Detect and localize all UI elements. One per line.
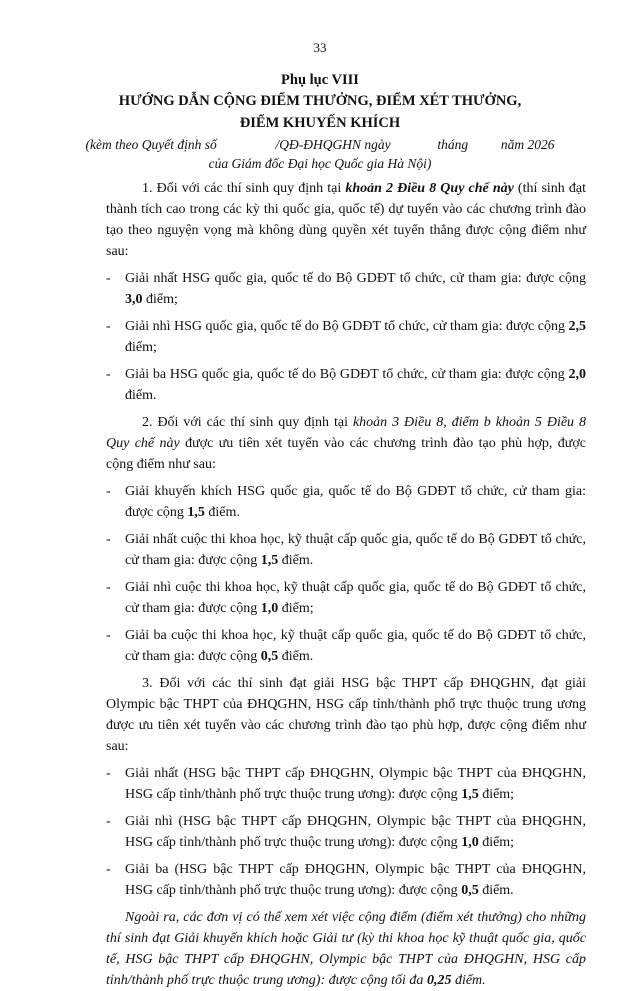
section-2-intro: 2. Đối với các thí sinh quy định tại khoản 3 Điều 8, điểm b khoản 5 Điều 8 Quy chế này được ưu tiên xét tuyển vào các chương trình đào tạo phù hợp, được cộng điểm như sau: [106,415,587,472]
list-item: - Giải nhất (HSG bậc THPT cấp ĐHQGHN, Olympic bậc THPT của ĐHQGHN, HSG cấp tỉnh/thành phố trực thuộc trung ương): được cộng 1,5 điểm; [106,763,586,805]
appendix-title: Phụ lục VIII [281,72,359,88]
list-item: - Giải ba HSG quốc gia, quốc tế do Bộ GDĐT tổ chức, cử tham gia: được cộng 2,0 điểm. [106,364,586,406]
list-dash: - [106,628,111,643]
list-dash: - [106,766,111,781]
section-1-intro: 1. Đối với các thí sinh quy định tại khoản 2 Điều 8 Quy chế này (thí sinh đạt thành tích cao trong các kỳ thi quốc gia, quốc tế) dự tuyển vào các chương trình đào tạo theo nguyện vọng mà không dùng quyền xét tuyển thẳng được cộng điểm như sau: [106,181,587,259]
bonus-points: 0,25 [426,973,452,988]
bonus-points: 2,0 [568,367,586,382]
list-dash: - [106,367,111,382]
bonus-points: 3,0 [125,292,143,307]
section-3-intro: 3. Đối với các thí sinh đạt giải HSG bậc THPT cấp ĐHQGHN, đạt giải Olympic bậc THPT của ĐHQGHN, HSG cấp tỉnh/thành phố trực thuộc trung ương được ưu tiên xét tuyển vào các chương trình đào tạo phù hợp, được cộng điểm như sau: [106,676,586,754]
bonus-points: 1,0 [461,835,479,850]
list-dash: - [106,532,111,547]
bonus-points: 1,5 [461,787,479,802]
page-number: 33 [313,40,327,55]
bonus-points: 2,5 [568,319,586,334]
list-dash: - [106,319,111,334]
bonus-points: 1,5 [187,505,205,520]
list-item: - Giải nhì cuộc thi khoa học, kỹ thuật cấp quốc gia, quốc tế do Bộ GDĐT tổ chức, cử tham gia: được cộng 1,0 điểm; [106,577,586,619]
bonus-points: 1,0 [260,601,279,616]
list-dash: - [106,814,111,829]
list-dash: - [106,580,111,595]
section-1-reference: khoản 2 Điều 8 Quy chế này [345,181,514,196]
section-2-reference: khoản 3 Điều 8, điểm b khoản 5 Điều 8 Quy chế này [106,415,586,451]
bonus-points: 0,5 [461,883,479,898]
document-heading-line2: ĐIỂM KHUYẾN KHÍCH [239,115,401,131]
list-item: - Giải nhất HSG quốc gia, quốc tế do Bộ GDĐT tổ chức, cử tham gia: được cộng 3,0 điểm; [106,268,586,310]
subtitle-line2: của Giám đốc Đại học Quốc gia Hà Nội) [208,156,432,171]
subtitle-decision: (kèm theo Quyết định số [85,137,217,152]
subtitle-line1 [0,137,640,153]
list-item: - Giải nhất cuộc thi khoa học, kỹ thuật cấp quốc gia, quốc tế do Bộ GDĐT tổ chức, cử tham gia: được cộng 1,5 điểm. [106,529,586,571]
bonus-points: 0,5 [260,649,279,664]
subtitle-month: tháng [437,137,469,152]
list-dash: - [106,271,111,286]
list-item: - Giải ba cuộc thi khoa học, kỹ thuật cấp quốc gia, quốc tế do Bộ GDĐT tổ chức, cử tham gia: được cộng 0,5 điểm. [106,625,586,667]
list-dash: - [106,484,111,499]
subtitle-decision-code: /QĐ-ĐHQGHN ngày [275,137,391,152]
subtitle-year: năm 2026 [500,137,555,152]
list-item: - Giải nhì HSG quốc gia, quốc tế do Bộ GDĐT tổ chức, cử tham gia: được cộng 2,5 điểm; [106,316,586,358]
closing-note: Ngoài ra, các đơn vị có thể xem xét việc cộng điểm (điểm xét thưởng) cho những thí sinh đạt Giải khuyến khích hoặc Giải tư (kỳ thi khoa học kỹ thuật quốc gia, quốc tế, HSG bậc THPT cấp ĐHQGHN, Olympic bậc THPT của ĐHQGHN, HSG cấp tỉnh/thành phố trực thuộc trung ương): được cộng tối đa 0,25 điểm. [106,910,586,988]
list-item: - Giải nhì (HSG bậc THPT cấp ĐHQGHN, Olympic bậc THPT của ĐHQGHN, HSG cấp tỉnh/thành phố trực thuộc trung ương): được cộng 1,0 điểm; [106,811,586,853]
bonus-points: 1,5 [260,553,279,568]
document-heading-line1: HƯỚNG DẪN CỘNG ĐIỂM THƯỞNG, ĐIỂM XÉT THƯỞNG, [118,93,522,109]
document-body [106,178,586,991]
list-item: - Giải ba (HSG bậc THPT cấp ĐHQGHN, Olympic bậc THPT của ĐHQGHN, HSG cấp tỉnh/thành phố trực thuộc trung ương): được cộng 0,5 điểm. [106,859,586,901]
list-dash: - [106,862,111,877]
list-item: - Giải khuyến khích HSG quốc gia, quốc tế do Bộ GDĐT tổ chức, cử tham gia: được cộng 1,5 điểm. [106,481,586,523]
